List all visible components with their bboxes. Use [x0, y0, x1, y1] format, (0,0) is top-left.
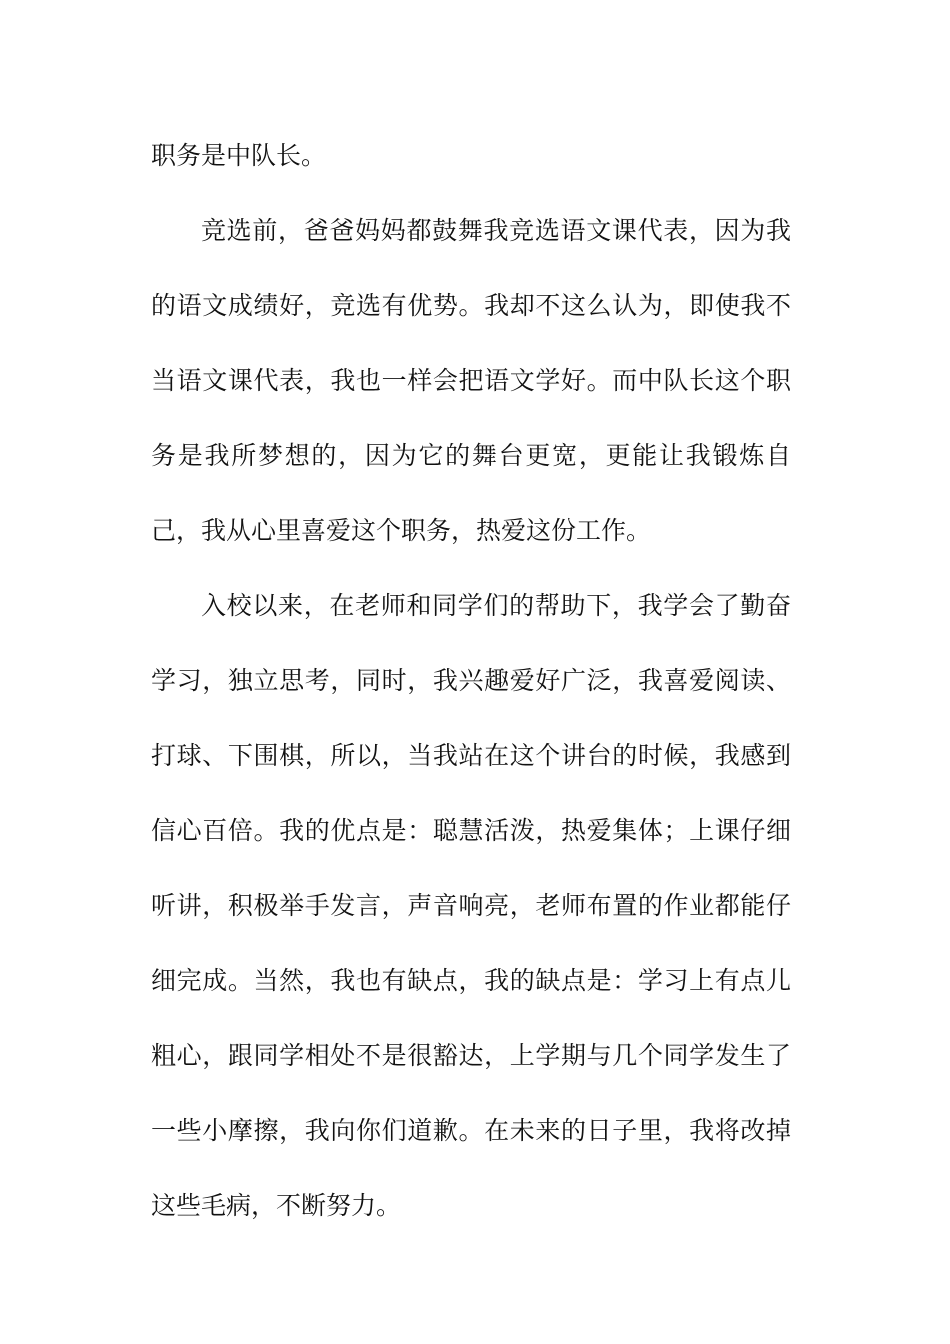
text-line: 当语文课代表，我也一样会把语文学好。而中队长这个职 — [151, 366, 791, 395]
text-line: 职务是中队长。 — [151, 141, 327, 170]
text-line: 一些小摩擦，我向你们道歉。在未来的日子里，我将改掉 — [151, 1116, 791, 1145]
text-line: 的语文成绩好，竞选有优势。我却不这么认为，即使我不 — [151, 291, 791, 320]
paragraph-first-line: 入校以来，在老师和同学们的帮助下，我学会了勤奋 — [201, 591, 791, 620]
text-line: 细完成。当然，我也有缺点，我的缺点是：学习上有点儿 — [151, 966, 791, 995]
document-body — [151, 128, 791, 1253]
text-line: 粗心，跟同学相处不是很豁达，上学期与几个同学发生了 — [151, 1041, 791, 1070]
text-line: 这些毛病，不断努力。 — [151, 1191, 402, 1220]
text-line: 务是我所梦想的，因为它的舞台更宽，更能让我锻炼自 — [151, 441, 791, 470]
text-line: 学习，独立思考，同时，我兴趣爱好广泛，我喜爱阅读、 — [151, 666, 791, 695]
text-line: 打球、下围棋，所以，当我站在这个讲台的时候，我感到 — [151, 741, 791, 770]
paragraph-first-line: 竞选前，爸爸妈妈都鼓舞我竞选语文课代表，因为我 — [201, 216, 791, 245]
text-line: 听讲，积极举手发言，声音响亮，老师布置的作业都能仔 — [151, 891, 791, 920]
text-line: 信心百倍。我的优点是：聪慧活泼，热爱集体；上课仔细 — [151, 816, 791, 845]
text-line: 己，我从心里喜爱这个职务，热爱这份工作。 — [151, 516, 652, 545]
